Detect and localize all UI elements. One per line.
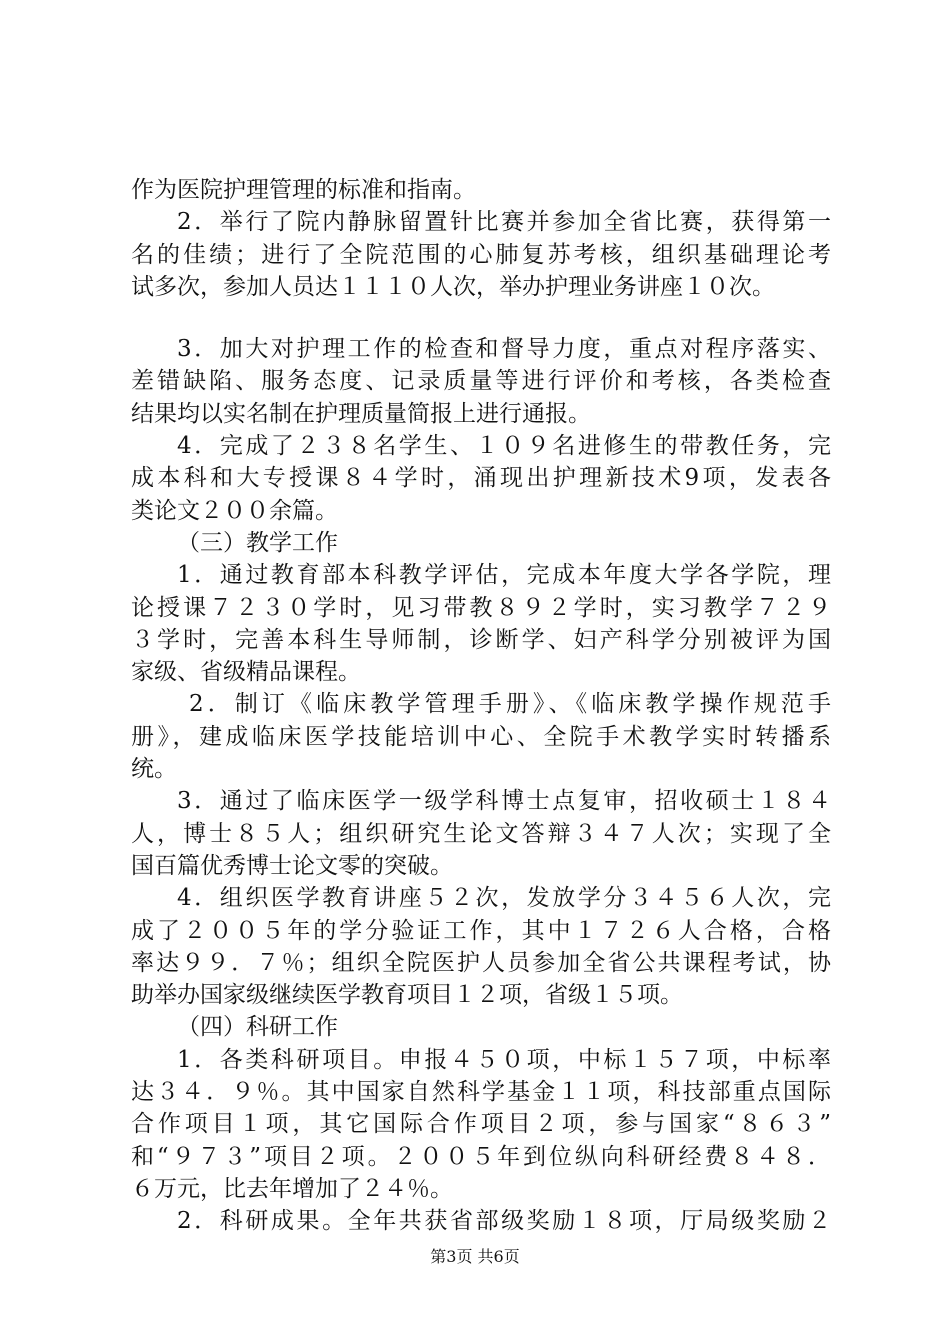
section-heading: （四）科研工作	[177, 1014, 338, 1041]
text-line: 2．科研成果。全年共获省部级奖励１８项，厅局级奖励２	[177, 1208, 831, 1235]
text-line: 合作项目１项，其它国际合作项目２项，参与国家“８６３”	[131, 1111, 831, 1138]
section-heading: （三）教学工作	[177, 529, 338, 556]
text-line: 人，博士８５人；组织研究生论文答辩３４７人次；实现了全	[131, 820, 831, 847]
text-line: 作为医院护理管理的标准和指南。	[131, 177, 476, 203]
text-line: 率达９９．７％；组织全院医护人员参加全省公共课程考试，协	[131, 949, 831, 976]
text-line: 助举办国家级继续医学教育项目１２项，省级１５项。	[131, 982, 683, 1009]
text-line: 3．加大对护理工作的检查和督导力度，重点对程序落实、	[177, 336, 831, 363]
text-line: 试多次，参加人员达１１１０人次，举办护理业务讲座１０次。	[131, 273, 775, 300]
text-line: 论授课７２３０学时，见习带教８９２学时，实习教学７２９	[131, 594, 831, 621]
text-line: 类论文２００余篇。	[131, 497, 338, 524]
text-line: 成了２００５年的学分验证工作，其中１７２６人合格，合格	[131, 917, 831, 944]
text-line: 4．组织医学教育讲座５２次，发放学分３４５６人次，完	[177, 885, 831, 912]
text-line: 统。	[131, 756, 177, 783]
text-line: 国百篇优秀博士论文零的突破。	[131, 852, 453, 879]
text-line: 和“９７３”项目２项。２００５年到位纵向科研经费８４８．	[131, 1143, 831, 1170]
text-line: 1．通过教育部本科教学评估，完成本年度大学各学院，理	[177, 562, 831, 589]
text-line: 达３４．９％。其中国家自然科学基金１１项，科技部重点国际	[131, 1079, 831, 1106]
page-number-footer: 第3页 共6页	[430, 1247, 520, 1266]
text-line: 名的佳绩；进行了全院范围的心肺复苏考核，组织基础理论考	[131, 241, 831, 268]
text-line: ６万元，比去年增加了２４％。	[131, 1175, 453, 1202]
text-line: 家级、省级精品课程。	[131, 659, 361, 686]
text-line: 2．举行了院内静脉留置针比赛并参加全省比赛，获得第一	[177, 209, 831, 236]
text-line: 2．制订《临床教学管理手册》、《临床教学操作规范手	[189, 691, 831, 718]
text-line: 册》，建成临床医学技能培训中心、全院手术教学实时转播系	[131, 723, 831, 750]
text-line: 3．通过了临床医学一级学科博士点复审，招收硕士１８４	[177, 788, 831, 815]
text-line: 1．各类科研项目。申报４５０项，中标１５７项，中标率	[177, 1046, 831, 1073]
paragraph-gap	[131, 303, 831, 333]
document-body	[131, 174, 831, 1238]
text-line: 差错缺陷、服务态度、记录质量等进行评价和考核，各类检查	[131, 368, 831, 395]
text-line: ３学时，完善本科生导师制，诊断学、妇产科学分别被评为国	[131, 626, 831, 653]
text-line: 4．完成了２３８名学生、１０９名进修生的带教任务，完	[177, 433, 831, 460]
text-line: 结果均以实名制在护理质量简报上进行通报。	[131, 400, 591, 427]
text-line: 成本科和大专授课８４学时，涌现出护理新技术9项，发表各	[131, 465, 831, 492]
